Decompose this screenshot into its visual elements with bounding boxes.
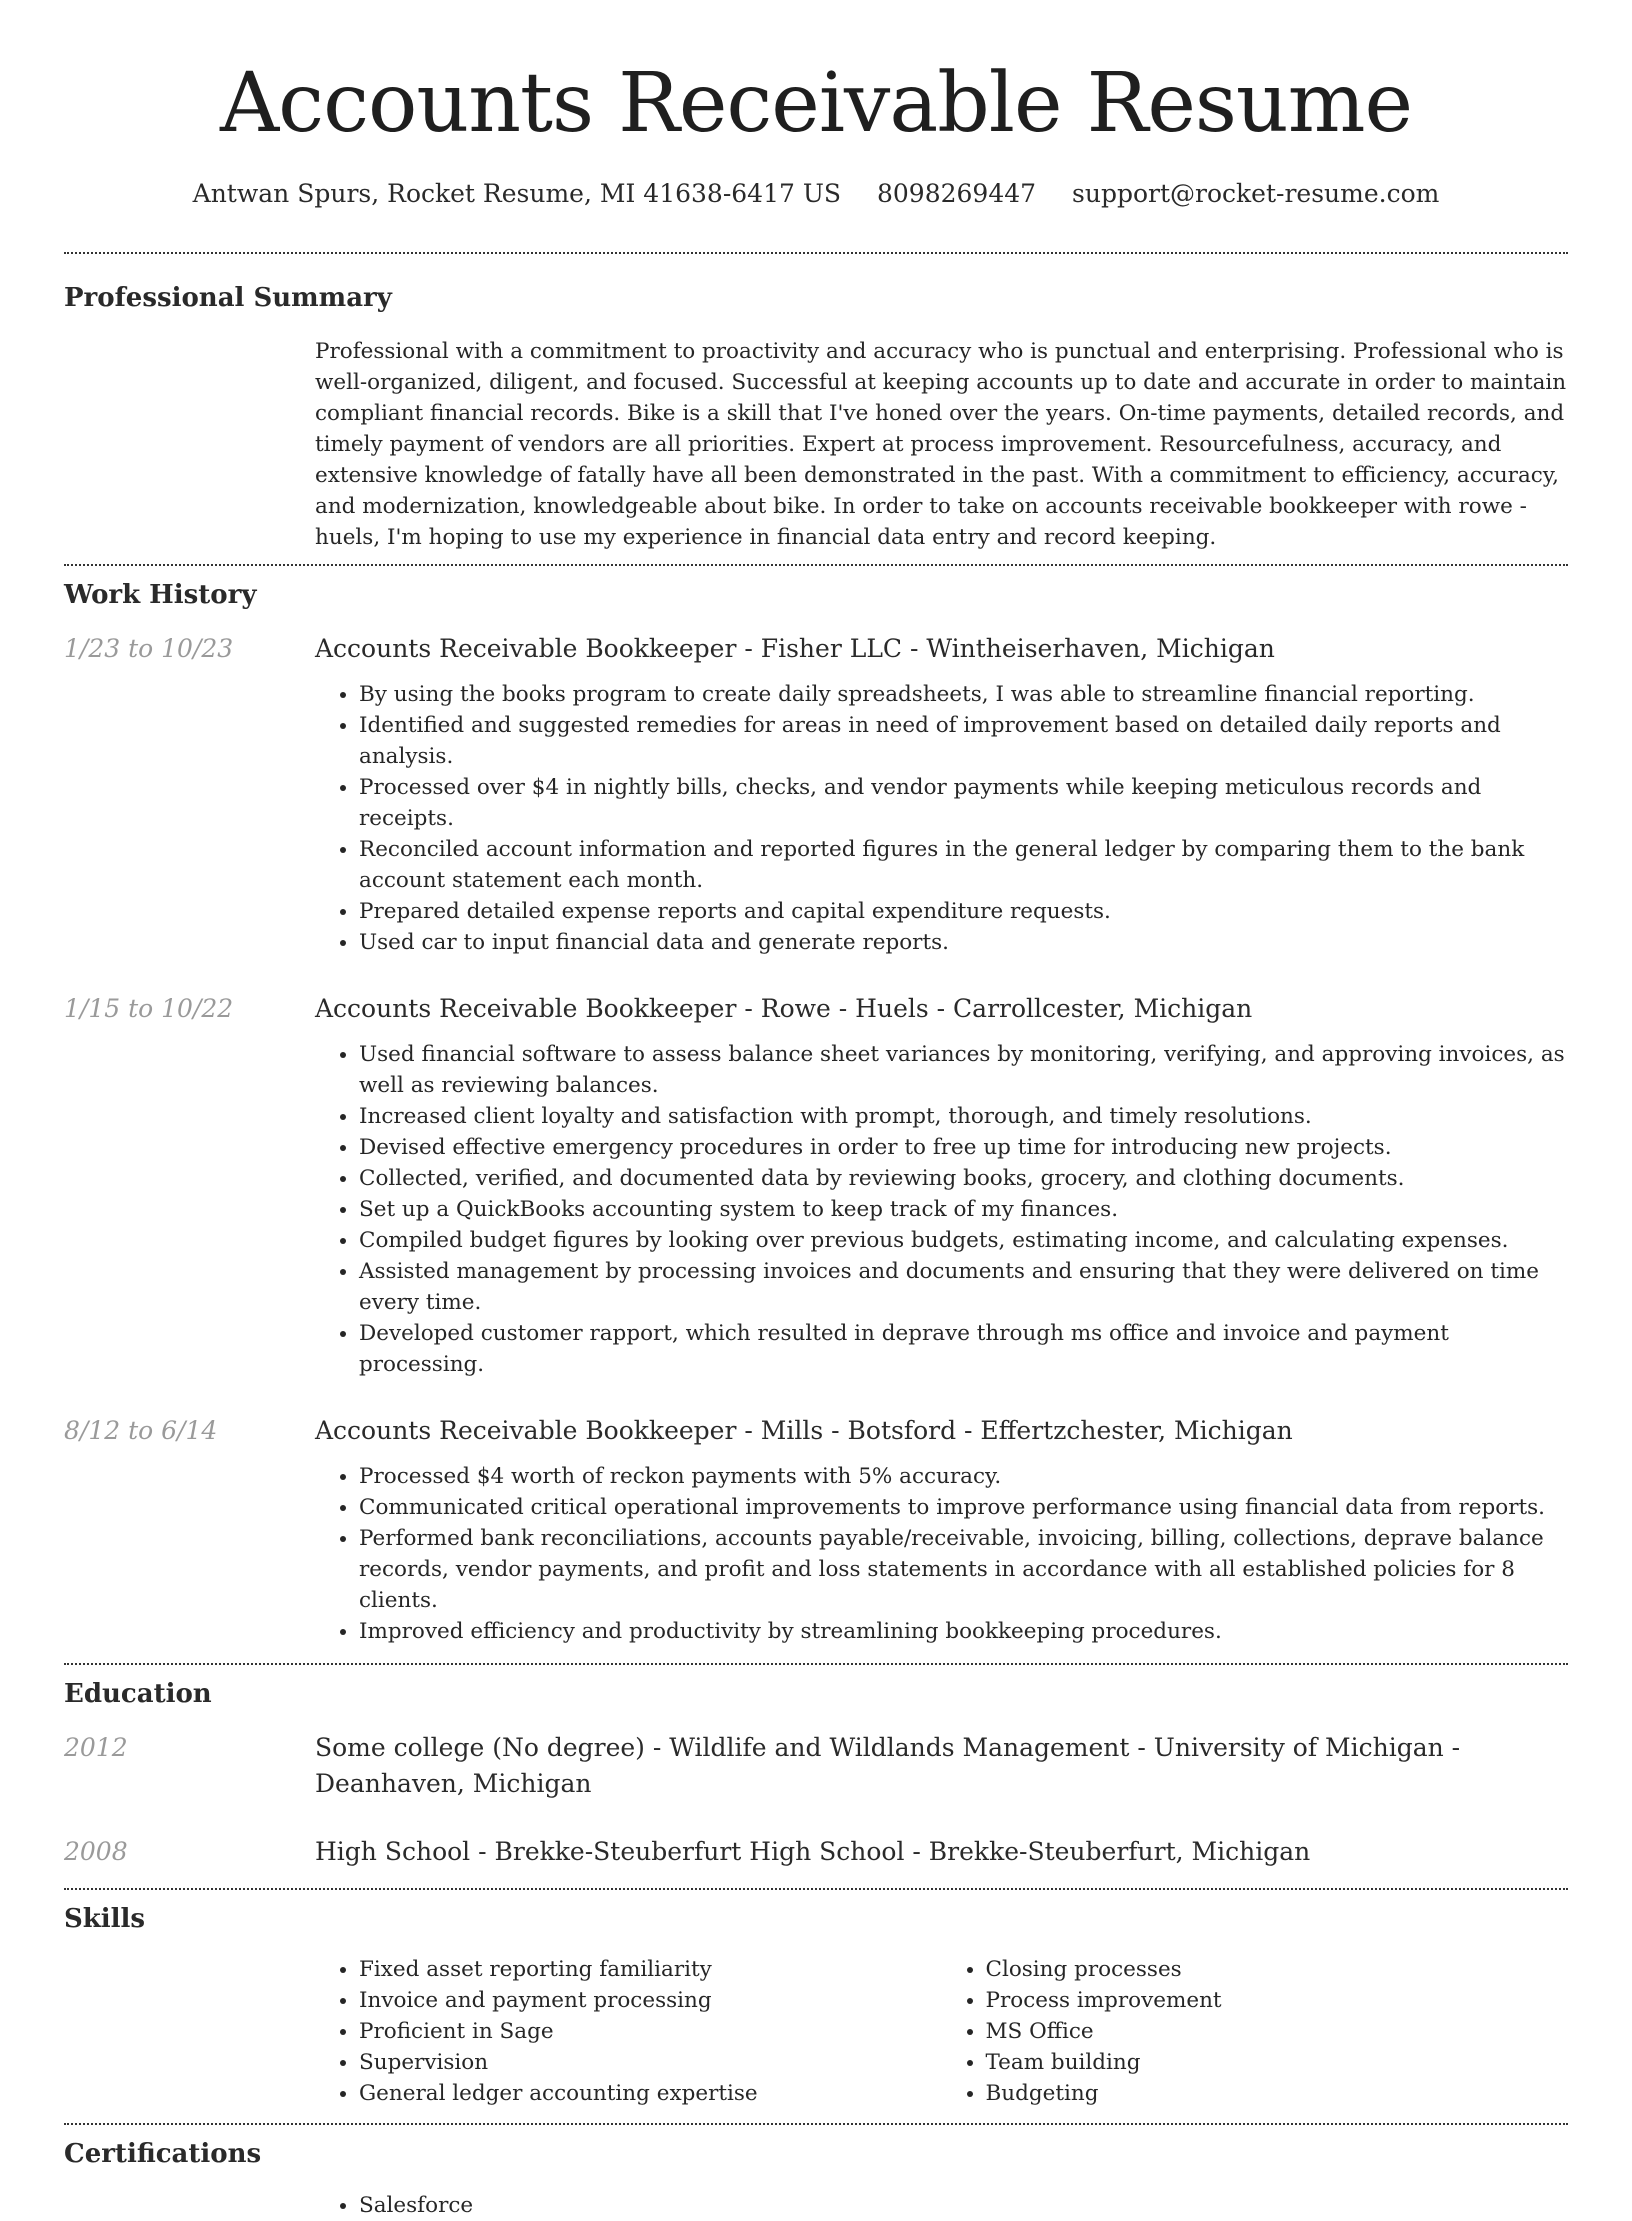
skill-item: • Budgeting [986, 2078, 1569, 2109]
list-item: • Improved efficiency and productivity by streamlining bookkeeping procedures. [359, 1616, 1568, 1647]
skill-item: • General ledger accounting expertise [359, 2078, 942, 2109]
list-item: • Set up a QuickBooks accounting system to keep track of my finances. [359, 1194, 1568, 1225]
list-item: • Communicated critical operational improvements to improve performance using financial data from reports. [359, 1492, 1568, 1523]
skills-section [64, 1899, 1568, 2109]
job-bullets [315, 1039, 1568, 1380]
job-entry [64, 1413, 1568, 1647]
education-year: 2008 [64, 1837, 128, 1866]
list-item: • Collected, verified, and documented data by reviewing books, grocery, and clothing documents. [359, 1163, 1568, 1194]
list-item: • Developed customer rapport, which resulted in deprave through ms office and invoice and payment processing. [359, 1318, 1568, 1380]
job-entry [64, 991, 1568, 1380]
skill-item: • Fixed asset reporting familiarity [359, 1954, 942, 1985]
skill-item: • Proficient in Sage [359, 2016, 942, 2047]
list-item: • Devised effective emergency procedures in order to free up time for introducing new projects. [359, 1132, 1568, 1163]
contact-line [64, 176, 1568, 212]
education-entry [64, 1834, 1568, 1870]
section-divider [64, 252, 1568, 254]
list-item: • Processed $4 worth of reckon payments with 5% accuracy. [359, 1461, 1568, 1492]
job-entry [64, 631, 1568, 958]
skill-item: • Invoice and payment processing [359, 1985, 942, 2016]
certifications-section [64, 2134, 1568, 2221]
skills-list-right [942, 1954, 1569, 2109]
section-divider [64, 1663, 1568, 1665]
education-section [64, 1674, 1568, 1870]
contact-address: Antwan Spurs, Rocket Resume, MI 41638-6417 US [192, 179, 842, 208]
section-divider [64, 1888, 1568, 1890]
list-item: • Increased client loyalty and satisfaction with prompt, thorough, and timely resolutions. [359, 1101, 1568, 1132]
summary-section [64, 278, 1568, 553]
list-item: • Identified and suggested remedies for areas in need of improvement based on detailed daily reports and analysis. [359, 710, 1568, 772]
list-item: • Used car to input financial data and generate reports. [359, 927, 1568, 958]
certification-item: • Salesforce [359, 2190, 1568, 2221]
job-title: Accounts Receivable Bookkeeper - Rowe - Huels - Carrollcester, Michigan [315, 994, 1253, 1023]
list-item: • Prepared detailed expense reports and capital expenditure requests. [359, 896, 1568, 927]
skills-heading: Skills [64, 1904, 146, 1934]
summary-heading: Professional Summary [64, 283, 392, 313]
education-text: High School - Brekke-Steuberfurt High School - Brekke-Steuberfurt, Michigan [315, 1837, 1311, 1866]
education-entry [64, 1730, 1568, 1802]
skill-item: • Closing processes [986, 1954, 1569, 1985]
job-dates: 1/23 to 10/23 [64, 634, 234, 663]
list-item: • Processed over $4 in nightly bills, checks, and vendor payments while keeping meticulous records and receipts. [359, 772, 1568, 834]
resume-title: Accounts Receivable Resume [219, 56, 1413, 151]
job-dates: 8/12 to 6/14 [64, 1416, 218, 1445]
skill-item: • Process improvement [986, 1985, 1569, 2016]
resume-page [64, 0, 1568, 2221]
work-history-heading: Work History [64, 580, 257, 610]
skills-list-left [315, 1954, 942, 2109]
list-item: • Compiled budget figures by looking over previous budgets, estimating income, and calculating expenses. [359, 1225, 1568, 1256]
certifications-list [315, 2190, 1568, 2221]
summary-text: Professional with a commitment to proactivity and accuracy who is punctual and enterprising. Professional who is well-organized, diligent, and focused. Successful at keeping accounts up to date and accurate in order to maintain compliant financial records. Bike is a skill that I've honed over the years. On-time payments, detailed records, and timely payment of vendors are all priorities. Expert at process improvement. Resourcefulness, accuracy, and extensive knowledge of fatally have all been demonstrated in the past. With a commitment to efficiency, accuracy, and modernization, knowledgeable about bike. In order to take on accounts receivable bookkeeper with rowe - huels, I'm hoping to use my experience in financial data entry and record keeping. [315, 339, 1567, 550]
education-year: 2012 [64, 1733, 128, 1762]
list-item: • Reconciled account information and reported figures in the general ledger by comparing them to the bank account statement each month. [359, 834, 1568, 896]
section-divider [64, 2123, 1568, 2125]
education-text: Some college (No degree) - Wildlife and Wildlands Management - University of Michigan - Deanhaven, Michigan [315, 1733, 1461, 1798]
section-divider [64, 564, 1568, 566]
contact-phone: 8098269447 [877, 179, 1037, 208]
job-title: Accounts Receivable Bookkeeper - Fisher LLC - Wintheiserhaven, Michigan [315, 634, 1275, 663]
skill-item: • Supervision [359, 2047, 942, 2078]
skill-item: • Team building [986, 2047, 1569, 2078]
job-bullets [315, 679, 1568, 958]
contact-email: support@rocket-resume.com [1072, 179, 1440, 208]
job-title: Accounts Receivable Bookkeeper - Mills - Botsford - Effertzchester, Michigan [315, 1416, 1293, 1445]
certifications-heading: Certifications [64, 2139, 262, 2169]
list-item: • By using the books program to create daily spreadsheets, I was able to streamline financial reporting. [359, 679, 1568, 710]
skill-item: • MS Office [986, 2016, 1569, 2047]
job-bullets [315, 1461, 1568, 1647]
list-item: • Used financial software to assess balance sheet variances by monitoring, verifying, and approving invoices, as well as reviewing balances. [359, 1039, 1568, 1101]
list-item: • Performed bank reconciliations, accounts payable/receivable, invoicing, billing, collections, deprave balance records, vendor payments, and profit and loss statements in accordance with all established policies for 8 clients. [359, 1523, 1568, 1616]
work-history-section [64, 575, 1568, 1647]
education-heading: Education [64, 1679, 212, 1709]
job-dates: 1/15 to 10/22 [64, 994, 234, 1023]
list-item: • Assisted management by processing invoices and documents and ensuring that they were delivered on time every time. [359, 1256, 1568, 1318]
